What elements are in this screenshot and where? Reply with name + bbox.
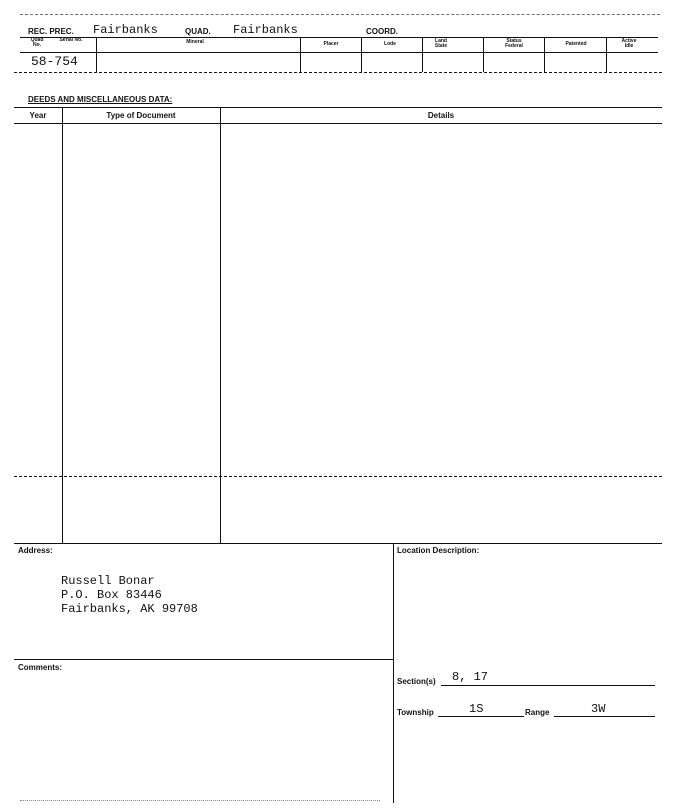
claim-col-divider <box>361 37 362 72</box>
address-line-2: P.O. Box 83446 <box>61 588 162 602</box>
claim-col-divider <box>96 37 97 72</box>
deeds-table-top <box>14 107 662 108</box>
township-value: 1S <box>469 702 484 716</box>
rec-prec-label: REC. PREC. <box>28 27 74 36</box>
col-patented: Patented <box>565 41 587 47</box>
claim-col-divider <box>300 37 301 72</box>
address-line-1: Russell Bonar <box>61 574 155 588</box>
claim-col-divider <box>483 37 484 72</box>
bottom-scan-edge <box>20 800 380 801</box>
deeds-col-year: Year <box>29 111 47 120</box>
col-quad-no: Quad No. <box>30 37 44 48</box>
section-value: 8, 17 <box>452 670 489 684</box>
deeds-col-divider <box>220 107 221 543</box>
deeds-col-details: Details <box>427 111 455 120</box>
township-label: Township <box>397 708 434 717</box>
address-line-3: Fairbanks, AK 99708 <box>61 602 198 616</box>
col-lode: Lode <box>384 41 396 47</box>
section-fill-line <box>441 685 655 686</box>
comments-section-top <box>14 659 393 660</box>
col-land-state: Land State <box>434 38 448 49</box>
quad-serial-value: 58-754 <box>31 54 78 69</box>
range-label: Range <box>525 708 550 717</box>
range-fill-line <box>554 716 655 717</box>
location-description-label: Location Description: <box>397 546 480 555</box>
claim-table-bottom <box>14 72 662 73</box>
coord-label: COORD. <box>366 27 398 36</box>
top-dash-line <box>20 14 660 15</box>
claim-col-divider <box>422 37 423 72</box>
deeds-col-divider <box>62 107 63 543</box>
col-status-federal: Status Federal <box>505 38 523 49</box>
deeds-section-title: DEEDS AND MISCELLANEOUS DATA: <box>28 95 173 104</box>
claim-table-header-bottom <box>20 52 658 53</box>
quad-label: QUAD. <box>185 27 211 36</box>
col-active-idle: Active Idle <box>621 38 637 49</box>
quad-value: Fairbanks <box>233 23 298 37</box>
address-section-top <box>14 543 662 544</box>
township-fill-line <box>438 716 524 717</box>
claim-col-divider <box>544 37 545 72</box>
col-placer: Placer <box>323 41 339 47</box>
claim-table-top <box>20 37 658 38</box>
deeds-dash-line <box>14 476 662 477</box>
location-divider <box>393 543 394 803</box>
col-serial-no: Serial No. <box>59 37 83 43</box>
claim-col-divider <box>606 37 607 72</box>
address-label: Address: <box>18 546 53 555</box>
comments-label: Comments: <box>18 663 63 672</box>
deeds-col-type: Type of Document <box>106 111 176 120</box>
range-value: 3W <box>591 702 606 716</box>
section-label: Section(s) <box>397 677 436 686</box>
deeds-header-bottom <box>14 123 662 124</box>
col-mineral: Mineral <box>186 39 204 45</box>
rec-prec-value: Fairbanks <box>93 23 158 37</box>
